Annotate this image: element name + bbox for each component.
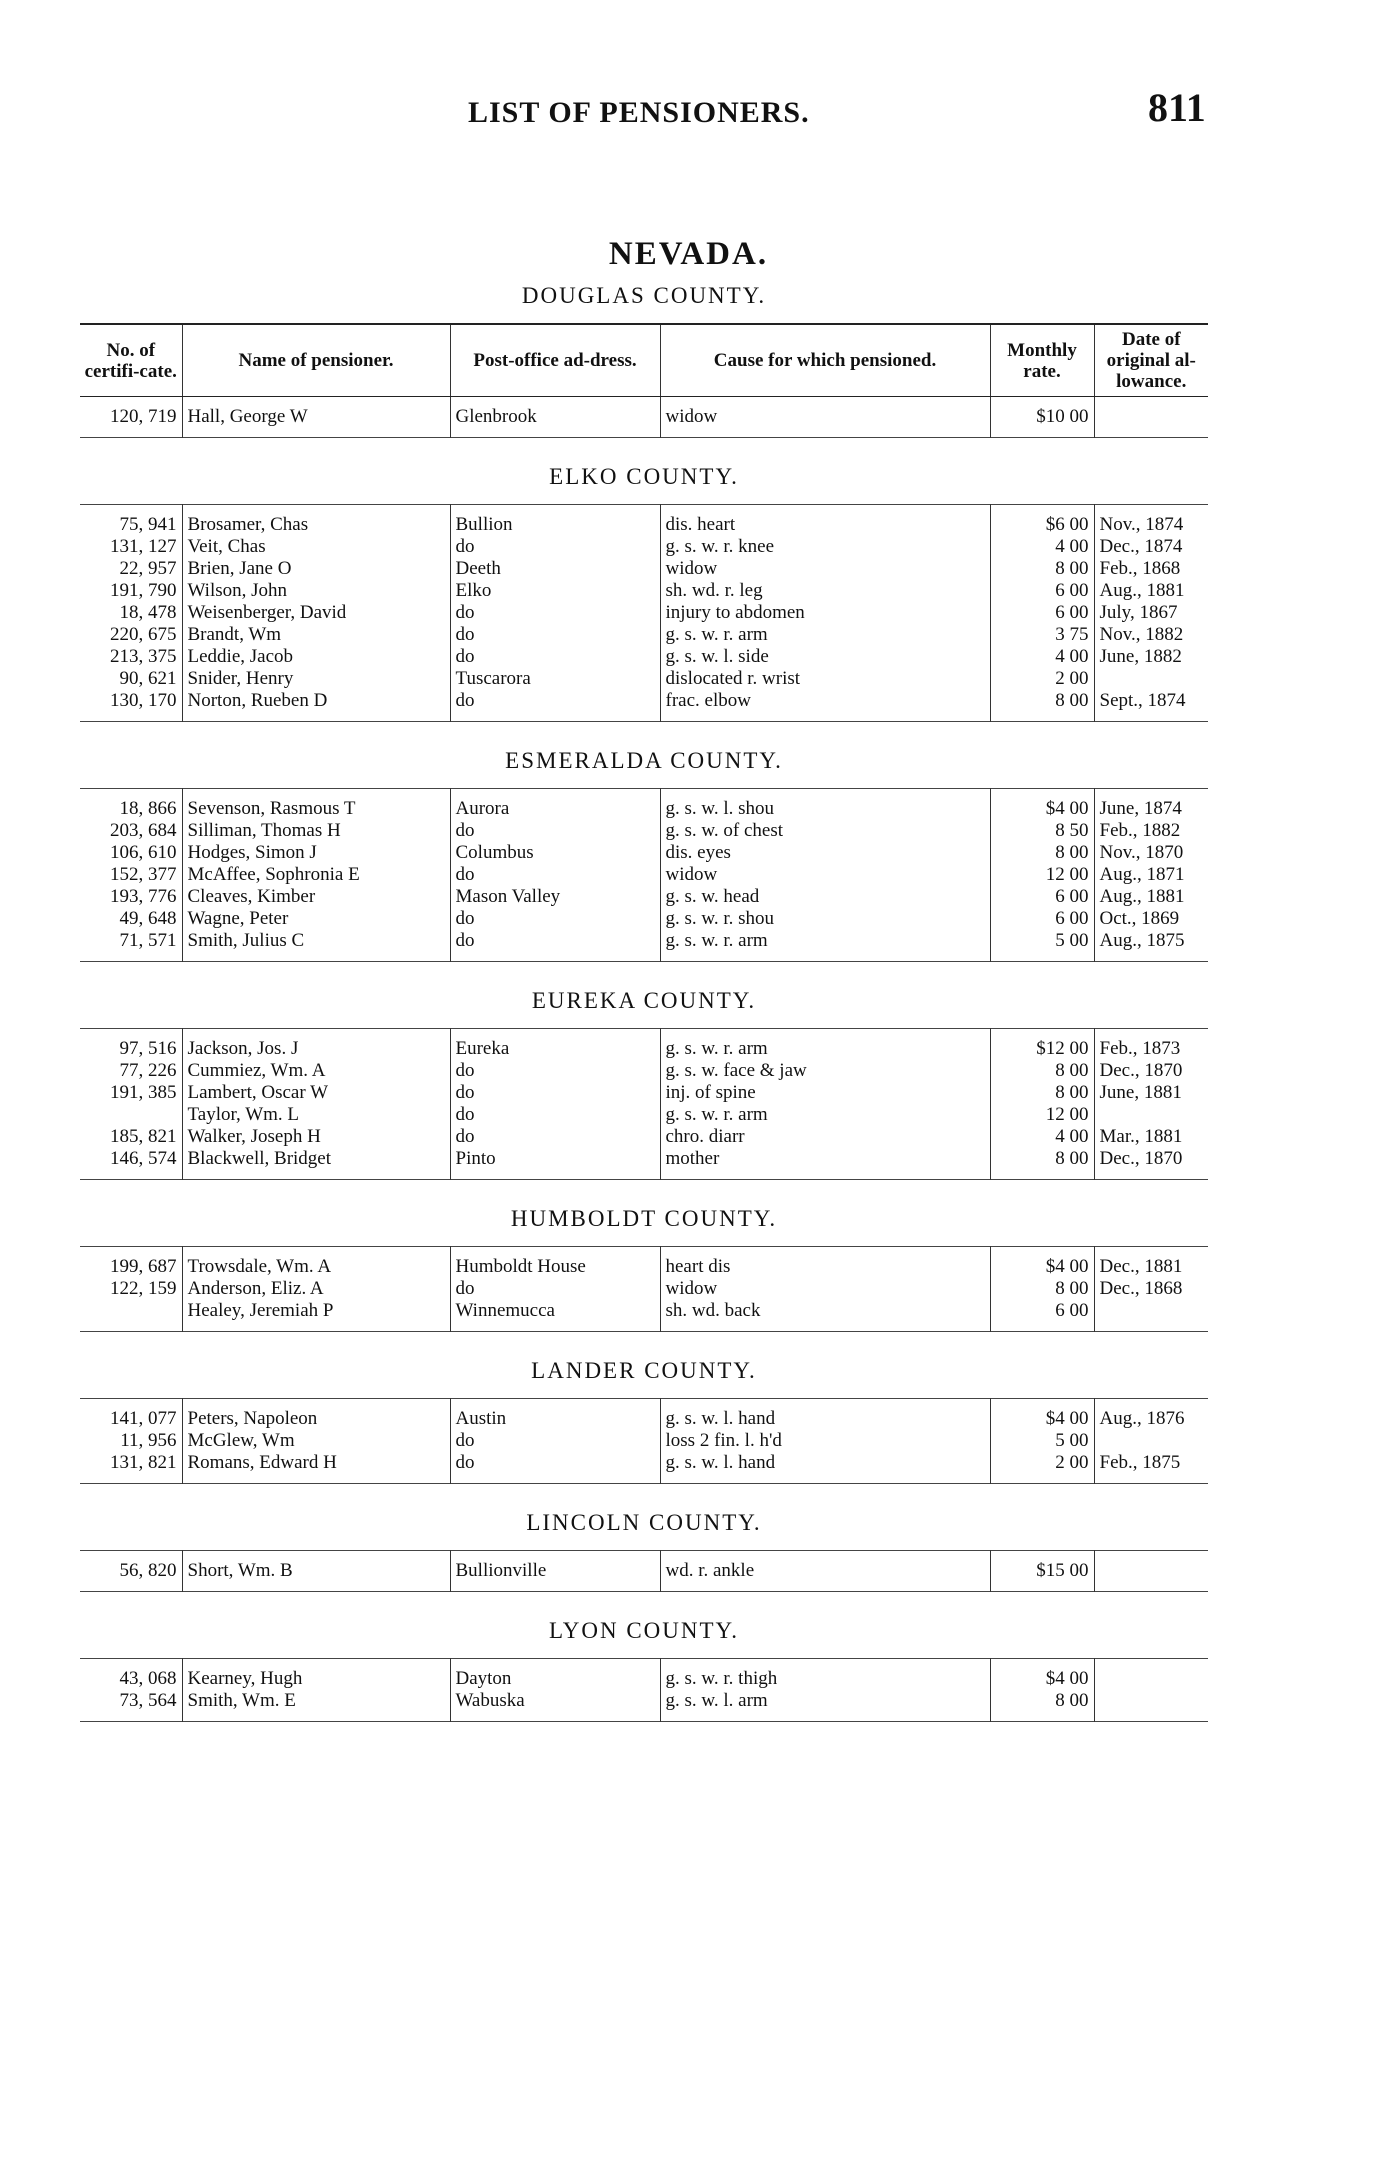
- pensioner-table: [80, 504, 1208, 722]
- cell-date: June, 1882: [1094, 646, 1208, 668]
- cell-certificate: 203, 684: [110, 820, 177, 841]
- county-title: ELKO COUNTY.: [549, 464, 739, 489]
- cell-rate: 3 75: [990, 624, 1094, 646]
- cell-post-office: Dayton: [450, 1659, 660, 1691]
- cell-date: [1094, 1551, 1208, 1592]
- table-row: [80, 1551, 1208, 1592]
- cell-rate: 12 00: [990, 864, 1094, 886]
- county-title: HUMBOLDT COUNTY.: [510, 1206, 778, 1231]
- cell-rate: 8 00: [990, 1278, 1094, 1300]
- cell-date: Aug., 1881: [1094, 886, 1208, 908]
- pension-list: [80, 283, 1208, 1748]
- cell-certificate: 141, 077: [110, 1408, 177, 1429]
- cell-name: Smith, Julius C: [182, 930, 450, 962]
- cell-certificate: 122, 159: [110, 1278, 177, 1299]
- cell-certificate: 191, 385: [110, 1082, 177, 1103]
- table-row: [80, 1104, 1208, 1126]
- cell-rate: 8 00: [990, 1060, 1094, 1082]
- cell-post-office: do: [450, 1430, 660, 1452]
- cell-certificate: 97, 516: [119, 1038, 177, 1059]
- table-row: [80, 1148, 1208, 1180]
- cell-date: Dec., 1870: [1094, 1060, 1208, 1082]
- cell-cause: g. s. w. l. hand: [660, 1452, 990, 1484]
- cell-post-office: Mason Valley: [450, 886, 660, 908]
- cell-cause: mother: [660, 1148, 990, 1180]
- cell-date: Feb., 1882: [1094, 820, 1208, 842]
- county-section: [80, 283, 1208, 438]
- cell-post-office: Tuscarora: [450, 668, 660, 690]
- cell-rate: 4 00: [990, 536, 1094, 558]
- cell-date: Oct., 1869: [1094, 908, 1208, 930]
- county-section: [80, 1206, 1208, 1332]
- cell-name: Romans, Edward H: [182, 1452, 450, 1484]
- cell-rate: 8 00: [990, 842, 1094, 864]
- cell-post-office: Pinto: [450, 1148, 660, 1180]
- cell-name: Leddie, Jacob: [182, 646, 450, 668]
- cell-cause: widow: [660, 397, 990, 438]
- cell-cause: g. s. w. face & jaw: [660, 1060, 990, 1082]
- cell-date: Aug., 1876: [1094, 1399, 1208, 1431]
- pensioner-table: [80, 1398, 1208, 1484]
- cell-name: Blackwell, Bridget: [182, 1148, 450, 1180]
- cell-cause: g. s. w. head: [660, 886, 990, 908]
- table-row: [80, 1247, 1208, 1279]
- table-row: [80, 1300, 1208, 1332]
- cell-post-office: do: [450, 820, 660, 842]
- cell-date: Feb., 1868: [1094, 558, 1208, 580]
- cell-certificate: 146, 574: [110, 1148, 177, 1169]
- cell-name: Brandt, Wm: [182, 624, 450, 646]
- cell-certificate: 213, 375: [110, 646, 177, 667]
- cell-post-office: do: [450, 1060, 660, 1082]
- cell-name: Anderson, Eliz. A: [182, 1278, 450, 1300]
- cell-name: Snider, Henry: [182, 668, 450, 690]
- cell-rate: $10 00: [990, 397, 1094, 438]
- cell-name: Jackson, Jos. J: [182, 1029, 450, 1061]
- cell-date: [1094, 1690, 1208, 1722]
- cell-name: Short, Wm. B: [182, 1551, 450, 1592]
- pensioner-table: [80, 323, 1208, 438]
- table-row: [80, 1126, 1208, 1148]
- cell-date: Aug., 1875: [1094, 930, 1208, 962]
- cell-cause: g. s. w. r. shou: [660, 908, 990, 930]
- cell-cause: g. s. w. of chest: [660, 820, 990, 842]
- cell-cause: widow: [660, 558, 990, 580]
- cell-date: [1094, 1430, 1208, 1452]
- table-row: [80, 558, 1208, 580]
- cell-name: Weisenberger, David: [182, 602, 450, 624]
- cell-certificate: 71, 571: [119, 930, 177, 951]
- table-row: [80, 1659, 1208, 1691]
- cell-name: Veit, Chas: [182, 536, 450, 558]
- county-title: DOUGLAS COUNTY.: [521, 283, 767, 308]
- table-row: [80, 580, 1208, 602]
- cell-name: Wilson, John: [182, 580, 450, 602]
- cell-post-office: Deeth: [450, 558, 660, 580]
- table-row: [80, 820, 1208, 842]
- cell-name: Silliman, Thomas H: [182, 820, 450, 842]
- cell-cause: g. s. w. r. thigh: [660, 1659, 990, 1691]
- cell-rate: 8 00: [990, 690, 1094, 722]
- cell-name: Peters, Napoleon: [182, 1399, 450, 1431]
- cell-date: Sept., 1874: [1094, 690, 1208, 722]
- pensioner-table: [80, 1550, 1208, 1592]
- cell-rate: 12 00: [990, 1104, 1094, 1126]
- table-header-row: [80, 324, 1208, 397]
- cell-date: Feb., 1873: [1094, 1029, 1208, 1061]
- table-row: [80, 789, 1208, 821]
- cell-name: Brien, Jane O: [182, 558, 450, 580]
- cell-post-office: Humboldt House: [450, 1247, 660, 1279]
- cell-certificate: 73, 564: [119, 1690, 177, 1711]
- cell-post-office: do: [450, 908, 660, 930]
- cell-certificate: 77, 226: [119, 1060, 177, 1081]
- cell-date: [1094, 668, 1208, 690]
- table-row: [80, 842, 1208, 864]
- column-header-certificate: No. of certifi-cate.: [80, 324, 182, 397]
- column-header-post-office: Post-office ad-dress.: [450, 324, 660, 397]
- cell-certificate: 56, 820: [119, 1560, 177, 1581]
- cell-post-office: do: [450, 690, 660, 722]
- cell-date: Aug., 1871: [1094, 864, 1208, 886]
- cell-date: Dec., 1870: [1094, 1148, 1208, 1180]
- cell-certificate: 11, 956: [120, 1430, 177, 1451]
- cell-post-office: Aurora: [450, 789, 660, 821]
- cell-rate: 6 00: [990, 1300, 1094, 1332]
- cell-cause: dis. heart: [660, 505, 990, 537]
- cell-cause: dis. eyes: [660, 842, 990, 864]
- county-title: ESMERALDA COUNTY.: [505, 748, 783, 773]
- cell-cause: g. s. w. r. knee: [660, 536, 990, 558]
- cell-cause: dislocated r. wrist: [660, 668, 990, 690]
- cell-post-office: Elko: [450, 580, 660, 602]
- cell-rate: 4 00: [990, 646, 1094, 668]
- cell-certificate: 191, 790: [110, 580, 177, 601]
- cell-post-office: do: [450, 602, 660, 624]
- cell-post-office: Columbus: [450, 842, 660, 864]
- cell-name: Smith, Wm. E: [182, 1690, 450, 1722]
- cell-rate: 8 50: [990, 820, 1094, 842]
- cell-cause: g. s. w. l. shou: [660, 789, 990, 821]
- cell-rate: 5 00: [990, 1430, 1094, 1452]
- cell-post-office: Eureka: [450, 1029, 660, 1061]
- cell-post-office: do: [450, 864, 660, 886]
- cell-post-office: Wabuska: [450, 1690, 660, 1722]
- county-section: [80, 988, 1208, 1180]
- cell-cause: g. s. w. l. arm: [660, 1690, 990, 1722]
- cell-rate: 4 00: [990, 1126, 1094, 1148]
- cell-certificate: 120, 719: [110, 406, 177, 427]
- cell-name: Taylor, Wm. L: [182, 1104, 450, 1126]
- cell-date: Mar., 1881: [1094, 1126, 1208, 1148]
- cell-rate: 8 00: [990, 1148, 1094, 1180]
- column-header-name: Name of pensioner.: [182, 324, 450, 397]
- cell-certificate: 18, 478: [119, 602, 177, 623]
- cell-post-office: do: [450, 1104, 660, 1126]
- table-row: [80, 397, 1208, 438]
- cell-name: Cleaves, Kimber: [182, 886, 450, 908]
- cell-cause: g. s. w. l. side: [660, 646, 990, 668]
- cell-name: McAffee, Sophronia E: [182, 864, 450, 886]
- cell-post-office: do: [450, 646, 660, 668]
- page-number: 811: [1148, 85, 1206, 130]
- county-title: LINCOLN COUNTY.: [526, 1510, 762, 1535]
- table-row: [80, 1430, 1208, 1452]
- cell-cause: g. s. w. r. arm: [660, 930, 990, 962]
- cell-post-office: do: [450, 1082, 660, 1104]
- table-row: [80, 536, 1208, 558]
- cell-rate: $4 00: [990, 1247, 1094, 1279]
- cell-certificate: 199, 687: [110, 1256, 177, 1277]
- table-row: [80, 1082, 1208, 1104]
- cell-rate: 5 00: [990, 930, 1094, 962]
- column-header-date: Date of original al-lowance.: [1094, 324, 1208, 397]
- cell-name: Kearney, Hugh: [182, 1659, 450, 1691]
- cell-name: Healey, Jeremiah P: [182, 1300, 450, 1332]
- cell-post-office: do: [450, 1452, 660, 1484]
- cell-certificate: 152, 377: [110, 864, 177, 885]
- cell-name: Brosamer, Chas: [182, 505, 450, 537]
- cell-date: Nov., 1882: [1094, 624, 1208, 646]
- table-row: [80, 602, 1208, 624]
- cell-rate: 6 00: [990, 908, 1094, 930]
- pensioner-table: [80, 1246, 1208, 1332]
- table-row: [80, 1029, 1208, 1061]
- cell-rate: $15 00: [990, 1551, 1094, 1592]
- cell-rate: 8 00: [990, 1690, 1094, 1722]
- cell-cause: sh. wd. r. leg: [660, 580, 990, 602]
- cell-rate: $4 00: [990, 789, 1094, 821]
- cell-cause: g. s. w. r. arm: [660, 1104, 990, 1126]
- cell-certificate: 43, 068: [119, 1668, 177, 1689]
- table-row: [80, 1690, 1208, 1722]
- cell-post-office: do: [450, 930, 660, 962]
- table-row: [80, 864, 1208, 886]
- cell-cause: g. s. w. r. arm: [660, 624, 990, 646]
- cell-post-office: Winnemucca: [450, 1300, 660, 1332]
- cell-certificate: 90, 621: [119, 668, 177, 689]
- running-head: LIST OF PENSIONERS.: [468, 96, 810, 129]
- county-section: [80, 1618, 1208, 1722]
- table-row: [80, 1060, 1208, 1082]
- cell-name: McGlew, Wm: [182, 1430, 450, 1452]
- table-row: [80, 1452, 1208, 1484]
- cell-cause: sh. wd. back: [660, 1300, 990, 1332]
- table-row: [80, 908, 1208, 930]
- table-row: [80, 668, 1208, 690]
- cell-cause: chro. diarr: [660, 1126, 990, 1148]
- cell-name: Walker, Joseph H: [182, 1126, 450, 1148]
- cell-cause: wd. r. ankle: [660, 1551, 990, 1592]
- column-header-rate: Monthly rate.: [990, 324, 1094, 397]
- cell-cause: g. s. w. r. arm: [660, 1029, 990, 1061]
- cell-date: Aug., 1881: [1094, 580, 1208, 602]
- cell-cause: loss 2 fin. l. h'd: [660, 1430, 990, 1452]
- cell-cause: widow: [660, 1278, 990, 1300]
- cell-date: June, 1881: [1094, 1082, 1208, 1104]
- cell-date: [1094, 1104, 1208, 1126]
- cell-cause: frac. elbow: [660, 690, 990, 722]
- cell-cause: heart dis: [660, 1247, 990, 1279]
- cell-date: [1094, 1659, 1208, 1691]
- cell-date: Dec., 1881: [1094, 1247, 1208, 1279]
- pensioner-table: [80, 788, 1208, 962]
- cell-cause: inj. of spine: [660, 1082, 990, 1104]
- cell-post-office: Glenbrook: [450, 397, 660, 438]
- cell-date: Dec., 1868: [1094, 1278, 1208, 1300]
- table-row: [80, 930, 1208, 962]
- cell-date: [1094, 1300, 1208, 1332]
- table-row: [80, 886, 1208, 908]
- cell-rate: 6 00: [990, 602, 1094, 624]
- cell-name: Trowsdale, Wm. A: [182, 1247, 450, 1279]
- cell-certificate: 131, 821: [110, 1452, 177, 1473]
- cell-post-office: do: [450, 1126, 660, 1148]
- cell-certificate: 130, 170: [110, 690, 177, 711]
- cell-date: Dec., 1874: [1094, 536, 1208, 558]
- cell-name: Sevenson, Rasmous T: [182, 789, 450, 821]
- cell-rate: $6 00: [990, 505, 1094, 537]
- cell-date: Feb., 1875: [1094, 1452, 1208, 1484]
- pensioner-table: [80, 1028, 1208, 1180]
- cell-certificate: 106, 610: [110, 842, 177, 863]
- table-row: [80, 690, 1208, 722]
- table-row: [80, 1399, 1208, 1431]
- cell-name: Hall, George W: [182, 397, 450, 438]
- cell-certificate: [80, 1104, 182, 1126]
- state-title: NEVADA.: [608, 236, 769, 272]
- cell-name: Wagne, Peter: [182, 908, 450, 930]
- table-row: [80, 646, 1208, 668]
- cell-name: Norton, Rueben D: [182, 690, 450, 722]
- cell-rate: $12 00: [990, 1029, 1094, 1061]
- cell-cause: widow: [660, 864, 990, 886]
- cell-certificate: [80, 1300, 182, 1332]
- cell-post-office: Bullionville: [450, 1551, 660, 1592]
- cell-certificate: 22, 957: [119, 558, 177, 579]
- cell-cause: g. s. w. l. hand: [660, 1399, 990, 1431]
- cell-post-office: do: [450, 624, 660, 646]
- cell-post-office: do: [450, 1278, 660, 1300]
- county-section: [80, 748, 1208, 962]
- cell-rate: 2 00: [990, 1452, 1094, 1484]
- county-section: [80, 464, 1208, 722]
- county-section: [80, 1358, 1208, 1484]
- cell-rate: 6 00: [990, 886, 1094, 908]
- cell-rate: $4 00: [990, 1399, 1094, 1431]
- cell-certificate: 49, 648: [119, 908, 177, 929]
- table-row: [80, 505, 1208, 537]
- county-title: LYON COUNTY.: [549, 1618, 739, 1643]
- cell-rate: 8 00: [990, 558, 1094, 580]
- cell-date: Nov., 1870: [1094, 842, 1208, 864]
- table-row: [80, 624, 1208, 646]
- cell-certificate: 220, 675: [110, 624, 177, 645]
- cell-name: Cummiez, Wm. A: [182, 1060, 450, 1082]
- cell-date: [1094, 397, 1208, 438]
- cell-rate: 8 00: [990, 1082, 1094, 1104]
- cell-post-office: Bullion: [450, 505, 660, 537]
- cell-certificate: 131, 127: [110, 536, 177, 557]
- cell-post-office: Austin: [450, 1399, 660, 1431]
- cell-rate: $4 00: [990, 1659, 1094, 1691]
- cell-name: Lambert, Oscar W: [182, 1082, 450, 1104]
- county-section: [80, 1510, 1208, 1592]
- cell-date: June, 1874: [1094, 789, 1208, 821]
- county-title: EUREKA COUNTY.: [531, 988, 757, 1013]
- cell-rate: 6 00: [990, 580, 1094, 602]
- cell-date: July, 1867: [1094, 602, 1208, 624]
- county-title: LANDER COUNTY.: [531, 1358, 757, 1383]
- pensioner-table: [80, 1658, 1208, 1722]
- cell-rate: 2 00: [990, 668, 1094, 690]
- column-header-cause: Cause for which pensioned.: [660, 324, 990, 397]
- cell-cause: injury to abdomen: [660, 602, 990, 624]
- table-row: [80, 1278, 1208, 1300]
- cell-post-office: do: [450, 536, 660, 558]
- cell-name: Hodges, Simon J: [182, 842, 450, 864]
- cell-certificate: 185, 821: [110, 1126, 177, 1147]
- cell-certificate: 18, 866: [119, 798, 177, 819]
- cell-date: Nov., 1874: [1094, 505, 1208, 537]
- cell-certificate: 193, 776: [110, 886, 177, 907]
- cell-certificate: 75, 941: [119, 514, 177, 535]
